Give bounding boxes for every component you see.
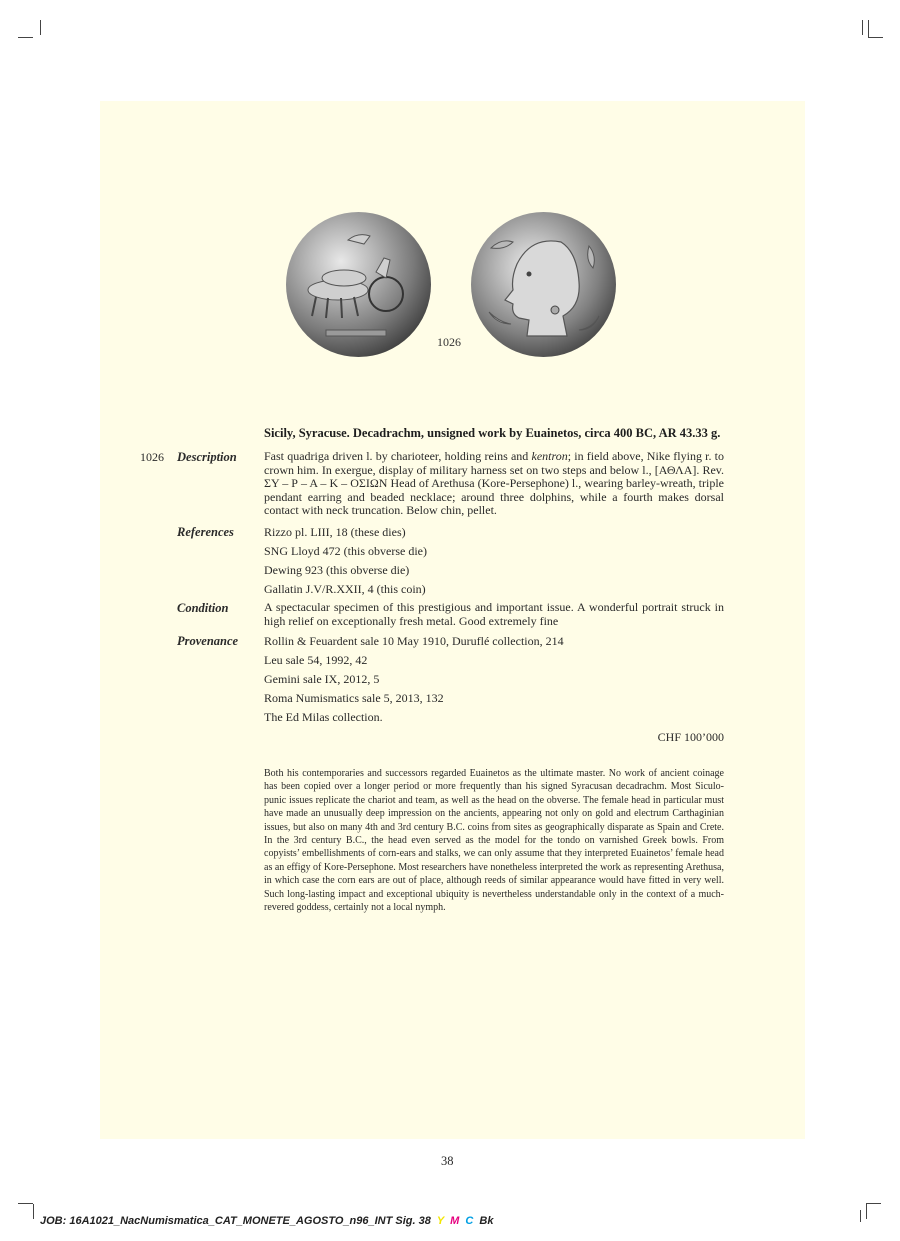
crop-mark <box>18 1203 33 1204</box>
quadriga-icon <box>286 212 431 357</box>
crop-mark <box>866 1203 881 1204</box>
reference-item: Gallatin J.V/R.XXII, 4 (this coin) <box>264 582 426 596</box>
condition-label: Condition <box>177 601 229 615</box>
color-mark-magenta: M <box>450 1215 460 1227</box>
crop-mark <box>866 1204 867 1219</box>
job-slug <box>40 1215 493 1227</box>
estimate-price: CHF 100’000 <box>657 730 724 744</box>
description-italic-term: kentron <box>531 449 568 463</box>
description-text-part1: Fast quadriga driven l. by charioteer, holding reins and <box>264 449 532 463</box>
provenance-item: Leu sale 54, 1992, 42 <box>264 653 368 667</box>
provenance-item: Roma Numismatics sale 5, 2013, 132 <box>264 691 444 705</box>
provenance-label: Provenance <box>177 634 239 648</box>
crop-mark <box>860 1210 861 1222</box>
crop-mark <box>862 20 863 35</box>
coin-reverse-image <box>471 212 616 357</box>
crop-mark <box>33 1204 34 1219</box>
reference-item: SNG Lloyd 472 (this obverse die) <box>264 544 427 558</box>
lot-title: Sicily, Syracuse. Decadrachm, unsigned work by Euainetos, circa 400 BC, AR 43.33 g. <box>264 426 721 440</box>
reference-item: Dewing 923 (this obverse die) <box>264 563 410 577</box>
color-mark-yellow: Y <box>436 1215 445 1227</box>
provenance-item: The Ed Milas collection. <box>264 710 383 724</box>
color-mark-cyan: C <box>465 1215 474 1227</box>
crop-mark <box>18 37 33 38</box>
crop-mark <box>868 37 883 38</box>
description-label: Description <box>177 450 237 464</box>
description-text <box>264 450 724 518</box>
reference-item: Rizzo pl. LIII, 18 (these dies) <box>264 525 406 539</box>
references-label: References <box>177 525 234 539</box>
coin-obverse-image <box>286 212 431 357</box>
color-mark-black: Bk <box>479 1215 494 1227</box>
provenance-item: Gemini sale IX, 2012, 5 <box>264 672 380 686</box>
arethusa-head-icon <box>471 212 616 357</box>
provenance-item: Rollin & Feuardent sale 10 May 1910, Duruflé collection, 214 <box>264 634 564 648</box>
condition-text: A spectacular specimen of this prestigious and important issue. A wonderful portrait struck in high relief on exceptionally fresh metal. Good extremely fine <box>264 600 724 628</box>
page-number: 38 <box>441 1154 454 1168</box>
job-slug-text: JOB: 16A1021_NacNumismatica_CAT_MONETE_AGOSTO_n96_INT Sig. 38 <box>40 1215 431 1227</box>
crop-mark <box>868 20 869 37</box>
crop-mark <box>40 20 41 35</box>
lot-number: 1026 <box>140 450 164 464</box>
essay-paragraph: Both his contemporaries and successors regarded Euainetos as the ultimate master. No work of ancient coinage has been copied over a longer period or more frequently than his signed Syracusan decadrachm. Most Siculo-punic issues replicate the chariot and team, as well as the head on the obverse. The female head in particular must have made an unusually deep impression on the ancients, appearing not only on gold and electrum Carthaginian issues, but also on many 4th and 3rd century B.C. coins from sites as geographically disparate as Spain and Crete. In the 3rd century B.C., the head even served as the model for the tondo on varnished Greek bowls. From copyists’ embellishments of corn-ears and stalks, we can only assume that they interpreted Euainetos’ female head as an effigy of Kore-Persephone. Most researchers have nonetheless interpreted the work as representing Arethusa, in which case the corn ears are out of place, although reeds of similar appearance would have fitted in very well. Such long-lasting impact and exceptional ubiquity is nevertheless understandable only in the context of a much-revered goddess, certainly not a local nymph. <box>264 768 724 914</box>
description-text-part2: ; in field above, Nike flying r. to crown him. In exergue, display of military harness set on two steps and below l., [ΑΘΛΑ]. Rev. ΣΥ – Ρ – Α – Κ – ΟΣΙΩΝ Head of Arethusa (Kore-Persephone) l., wearing barley-wreath, triple pendant earring and beaded necklace; around three dolphins, while a fourth makes dorsal contact with neck truncation. Below chin, pellet. <box>264 449 725 517</box>
image-lot-number: 1026 <box>437 335 461 349</box>
